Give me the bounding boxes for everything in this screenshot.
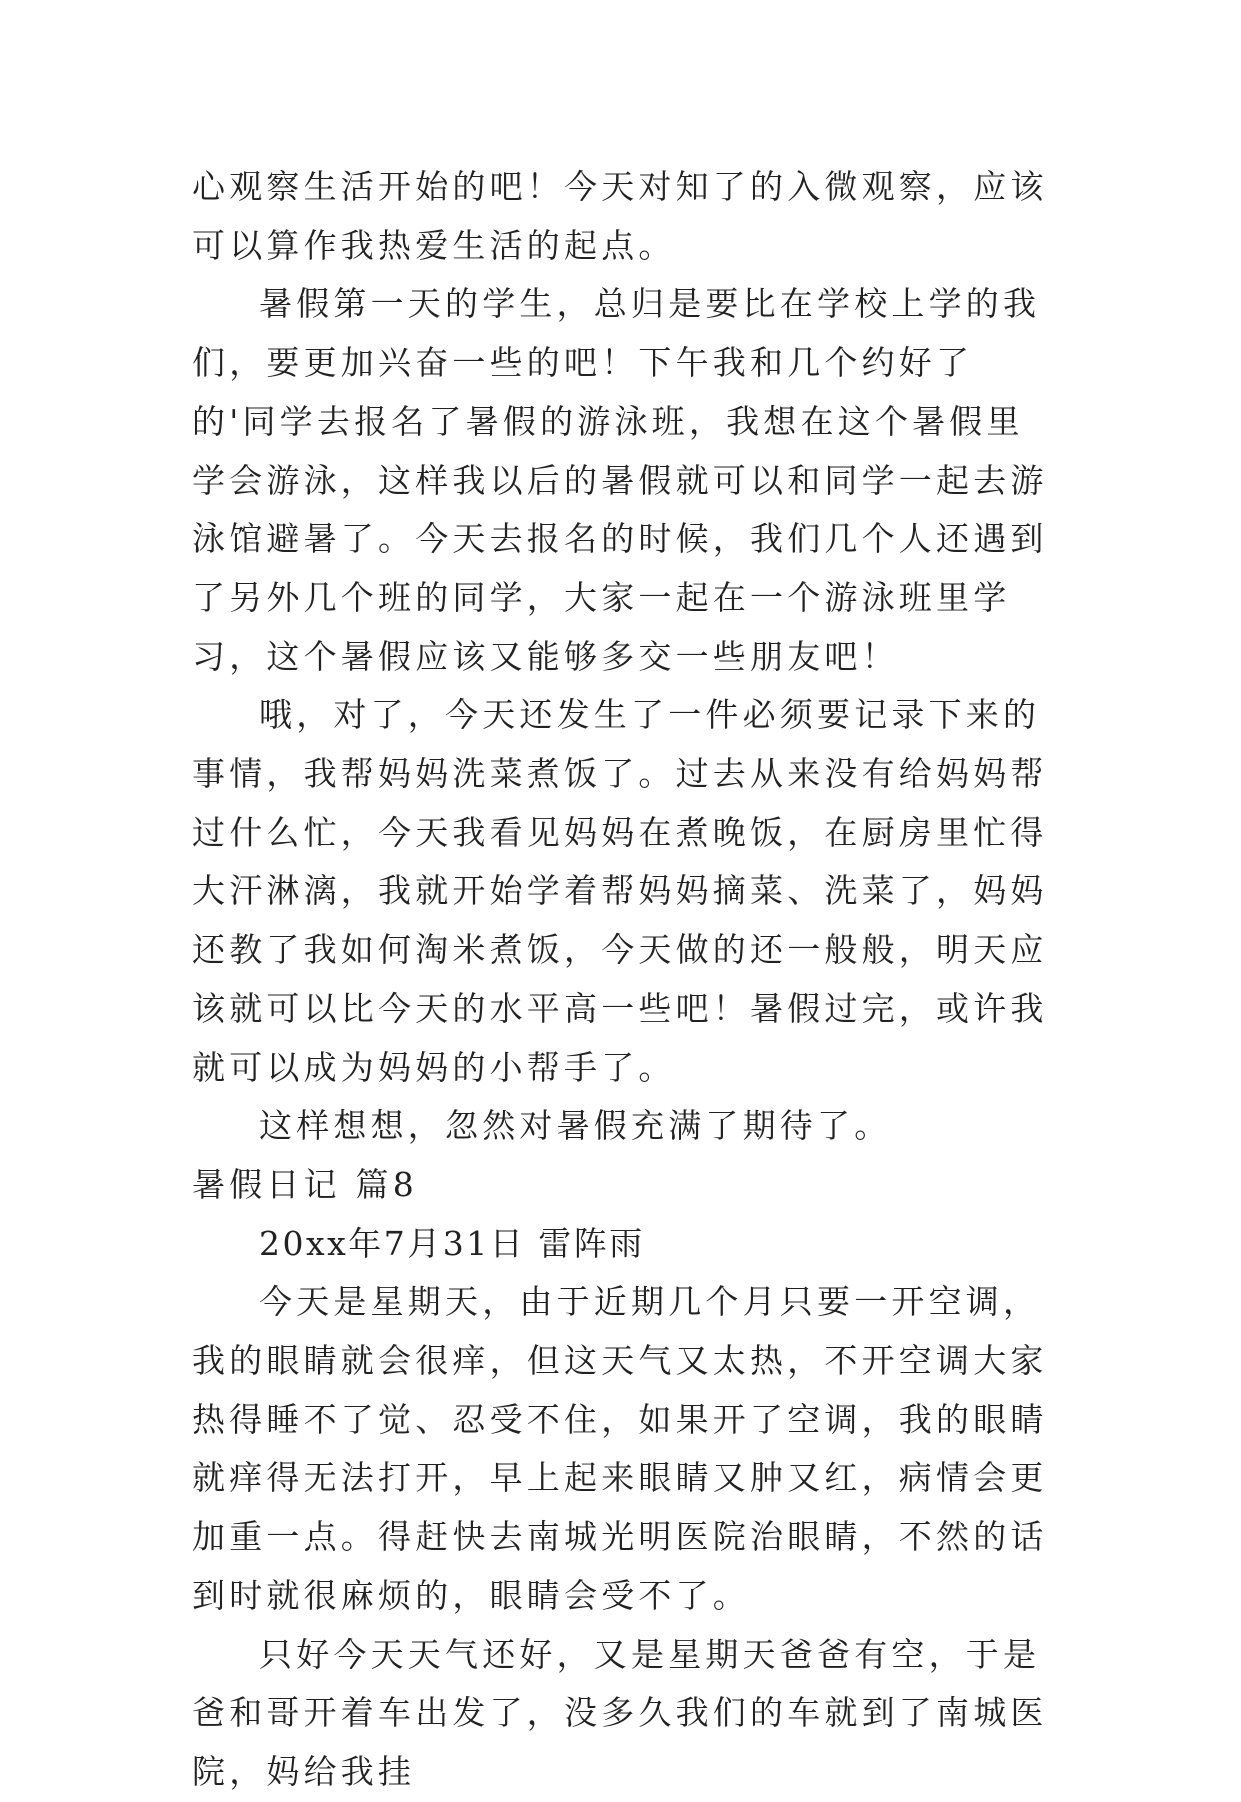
paragraph-eye-itch: 今天是星期天，由于近期几个月只要一开空调，我的眼睛就会很痒，但这天气又太热，不开空调大家热得睡不了觉、忍受不住，如果开了空调，我的眼睛就痒得无法打开，早上起来眼睛又肿又红，病情会更加重一点。得赶快去南城光明医院治眼睛，不然的话到时就很麻烦的，眼睛会受不了。 bbox=[192, 1282, 1048, 1615]
paragraph-anticipation: 这样想想，忽然对暑假充满了期待了。 bbox=[259, 1106, 892, 1146]
document-body bbox=[192, 158, 1052, 1802]
diary-entry-dateline: 20xx年7月31日 雷阵雨 bbox=[259, 1223, 645, 1263]
paragraph-continuation: 心观察生活开始的吧！今天对知了的入微观察，应该可以算作我热爱生活的起点。 bbox=[192, 167, 1048, 265]
diary-entry-heading: 暑假日记 篇8 bbox=[192, 1164, 418, 1204]
paragraph-hospital-trip: 只好今天天气还好，又是星期天爸爸有空，于是爸和哥开着车出发了，没多久我们的车就到了南城医院，妈给我挂 bbox=[192, 1634, 1048, 1791]
paragraph-helping-mom: 哦，对了，今天还发生了一件必须要记录下来的事情，我帮妈妈洗菜煮饭了。过去从来没有给妈妈帮过什么忙，今天我看见妈妈在煮晚饭，在厨房里忙得大汗淋漓，我就开始学着帮妈妈摘菜、洗菜了，妈妈还教了我如何淘米煮饭，今天做的还一般般，明天应该就可以比今天的水平高一些吧！暑假过完，或许我就可以成为妈妈的小帮手了。 bbox=[192, 695, 1048, 1087]
paragraph-swim-class: 暑假第一天的学生，总归是要比在学校上学的我们，要更加兴奋一些的吧！下午我和几个约好了的'同学去报名了暑假的游泳班，我想在这个暑假里学会游泳，这样我以后的暑假就可以和同学一起去游泳馆避暑了。今天去报名的时候，我们几个人还遇到了另外几个班的同学，大家一起在一个游泳班里学习，这个暑假应该又能够多交一些朋友吧！ bbox=[192, 284, 1048, 676]
